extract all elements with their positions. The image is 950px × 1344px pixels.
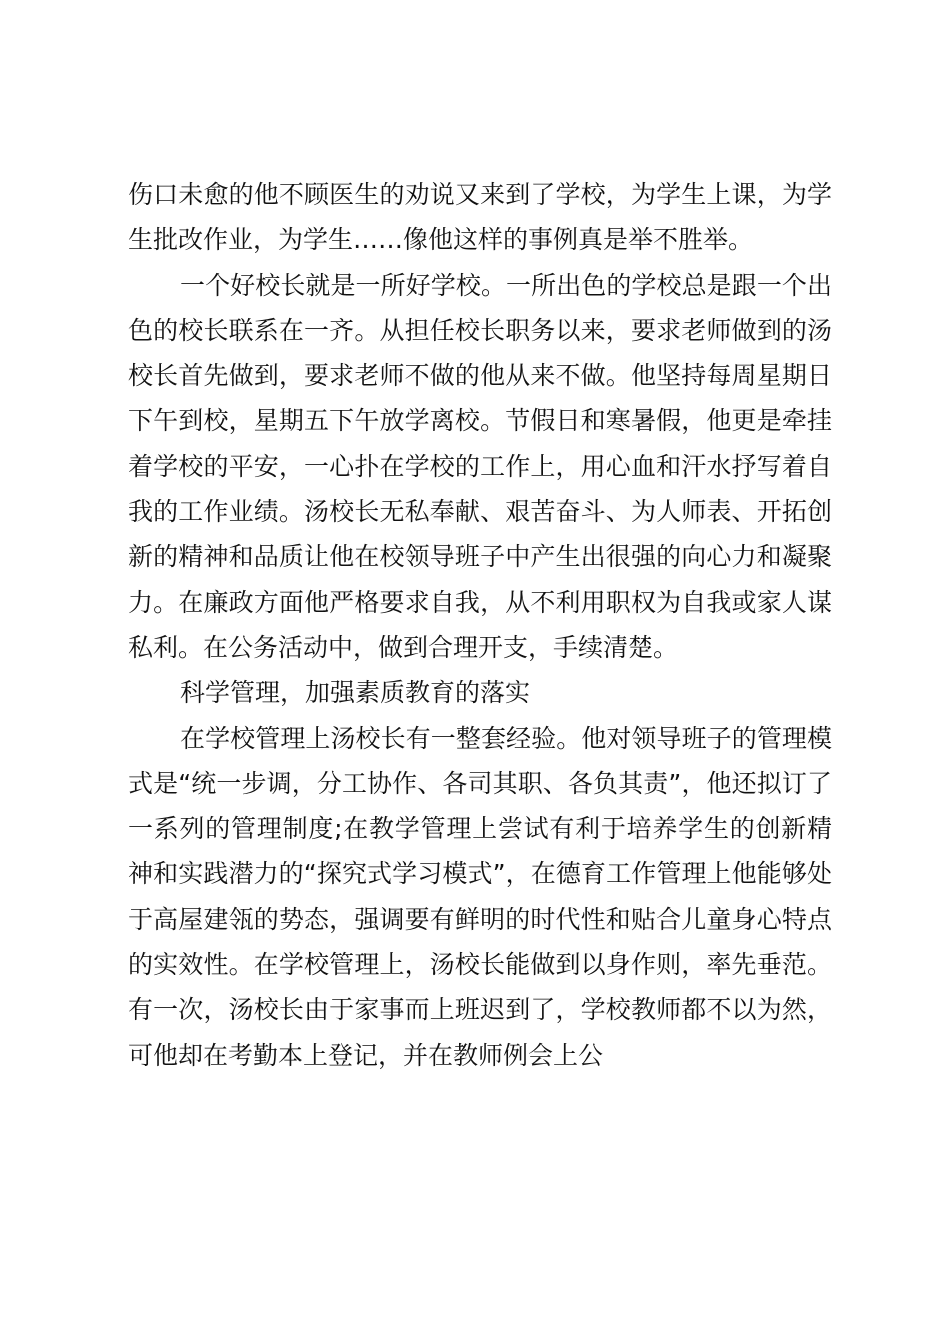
- paragraph-management: 在学校管理上汤校长有一整套经验。他对领导班子的管理模式是“统一步调，分工协作、各司其职、各负其责”，他还拟订了一系列的管理制度;在教学管理上尝试有利于培养学生的创新精神和实践潜力的“探究式学习模式”，在德育工作管理上他能够处于高屋建瓴的势态，强调要有鲜明的时代性和贴合儿童身心特点的实效性。在学校管理上，汤校长能做到以身作则，率先垂范。有一次，汤校长由于家事而上班迟到了，学校教师都不以为然，可他却在考勤本上登记，并在教师例会上公: [128, 723, 832, 1070]
- section-heading: 科学管理，加强素质教育的落实: [180, 678, 531, 708]
- body-text: [128, 172, 832, 1078]
- paragraph-good-principal: 一个好校长就是一所好学校。一所出色的学校总是跟一个出色的校长联系在一齐。从担任校长职务以来，要求老师做到的汤校长首先做到，要求老师不做的他从来不做。他坚持每周星期日下午到校，星期五下午放学离校。节假日和寒暑假，他更是牵挂着学校的平安，一心扑在学校的工作上，用心血和汗水抒写着自我的工作业绩。汤校长无私奉献、艰苦奋斗、为人师表、开拓创新的精神和品质让他在校领导班子中产生出很强的向心力和凝聚力。在廉政方面他严格要求自我，从不利用职权为自我或家人谋私利。在公务活动中，做到合理开支，手续清楚。: [128, 270, 832, 662]
- paragraph-continuation: 伤口未愈的他不顾医生的劝说又来到了学校，为学生上课，为学生批改作业，为学生……像他这样的事例真是举不胜举。: [128, 180, 832, 255]
